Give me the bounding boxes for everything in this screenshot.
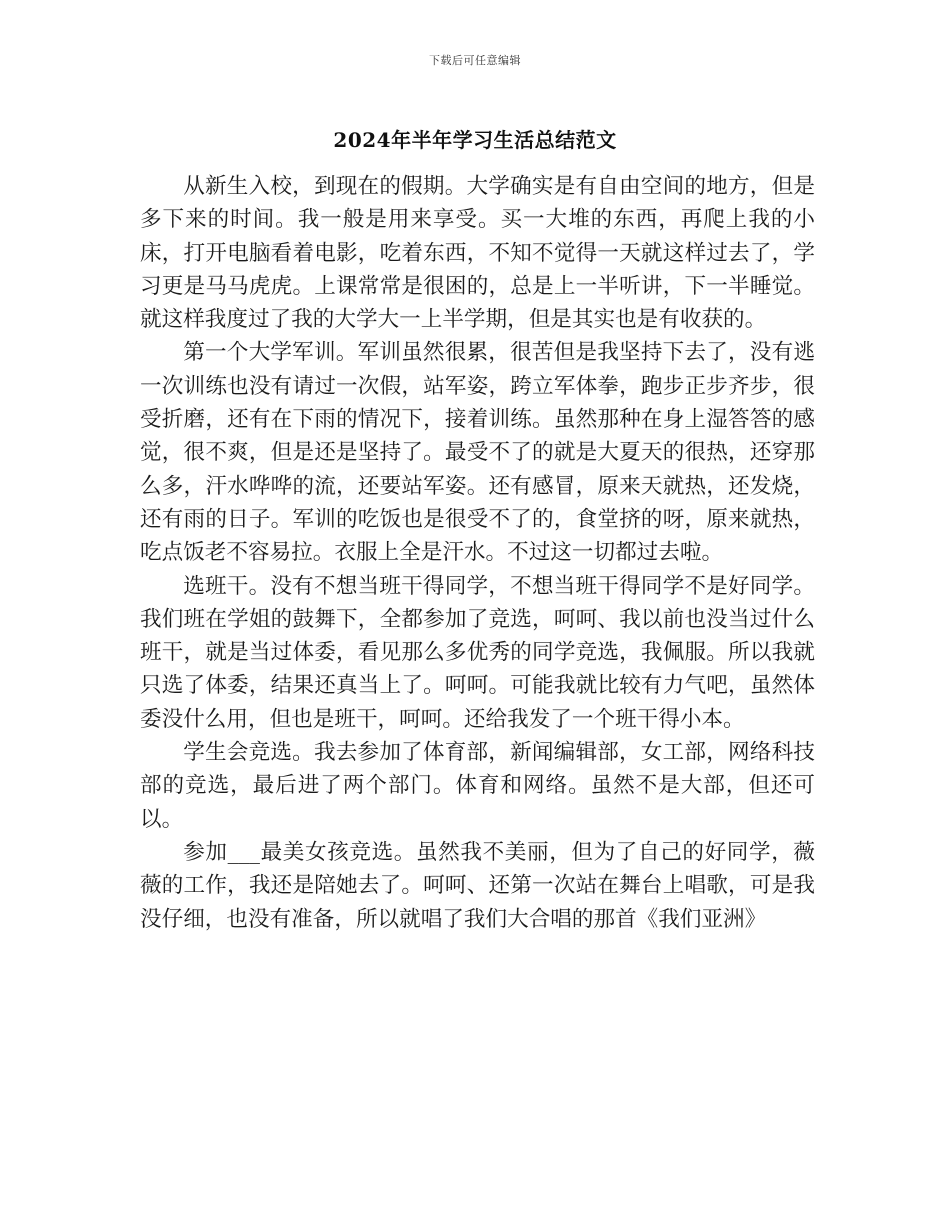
header-note: 下载后可任意编辑 — [429, 54, 521, 67]
document-title: 2024年半年学习生活总结范文 — [333, 128, 617, 152]
document-body — [140, 170, 815, 936]
paragraph-military-training: 第一个大学军训。军训虽然很累，很苦但是我坚持下去了，没有逃一次训练也没有请过一次假，站军姿，跨立军体拳，跑步正步齐步，很受折磨，还有在下雨的情况下，接着训练。虽然那种在身上湿答答的感觉，很不爽，但是还是坚持了。最受不了的就是大夏天的很热，还穿那么多，汗水哗哗的流，还要站军姿。还有感冒，原来天就热，还发烧，还有雨的日子。军训的吃饭也是很受不了的，食堂挤的呀，原来就热，吃点饭老不容易拉。衣服上全是汗水。不过这一切都过去啦。 — [140, 340, 815, 566]
paragraph-class-officer: 选班干。没有不想当班干得同学，不想当班干得同学不是好同学。我们班在学姐的鼓舞下，全都参加了竞选，呵呵、我以前也没当过什么班干，就是当过体委，看见那么多优秀的同学竞选，我佩服。所以我就只选了体委，结果还真当上了。呵呵。可能我就比较有力气吧，虽然体委没什么用，但也是班干，呵呵。还给我发了一个班干得小本。 — [140, 573, 815, 732]
paragraph-student-union: 学生会竞选。我去参加了体育部，新闻编辑部，女工部，网络科技部的竞选，最后进了两个部门。体育和网络。虽然不是大部，但还可以。 — [140, 740, 815, 832]
paragraph-intro: 从新生入校，到现在的假期。大学确实是有自由空间的地方，但是多下来的时间。我一般是用来享受。买一大堆的东西，再爬上我的小床，打开电脑看着电影，吃着东西，不知不觉得一天就这样过去了，学习更是马马虎虎。上课常常是很困的，总是上一半听讲，下一半睡觉。就这样我度过了我的大学大一上半学期，但是其实也是有收获的。 — [140, 174, 815, 333]
paragraph-contest: 参加___最美女孩竞选。虽然我不美丽，但为了自己的好同学，薇薇的工作，我还是陪她去了。呵呵、还第一次站在舞台上唱歌，可是我没仔细，也没有准备，所以就唱了我们大合唱的那首《我们亚洲》 — [140, 839, 815, 932]
